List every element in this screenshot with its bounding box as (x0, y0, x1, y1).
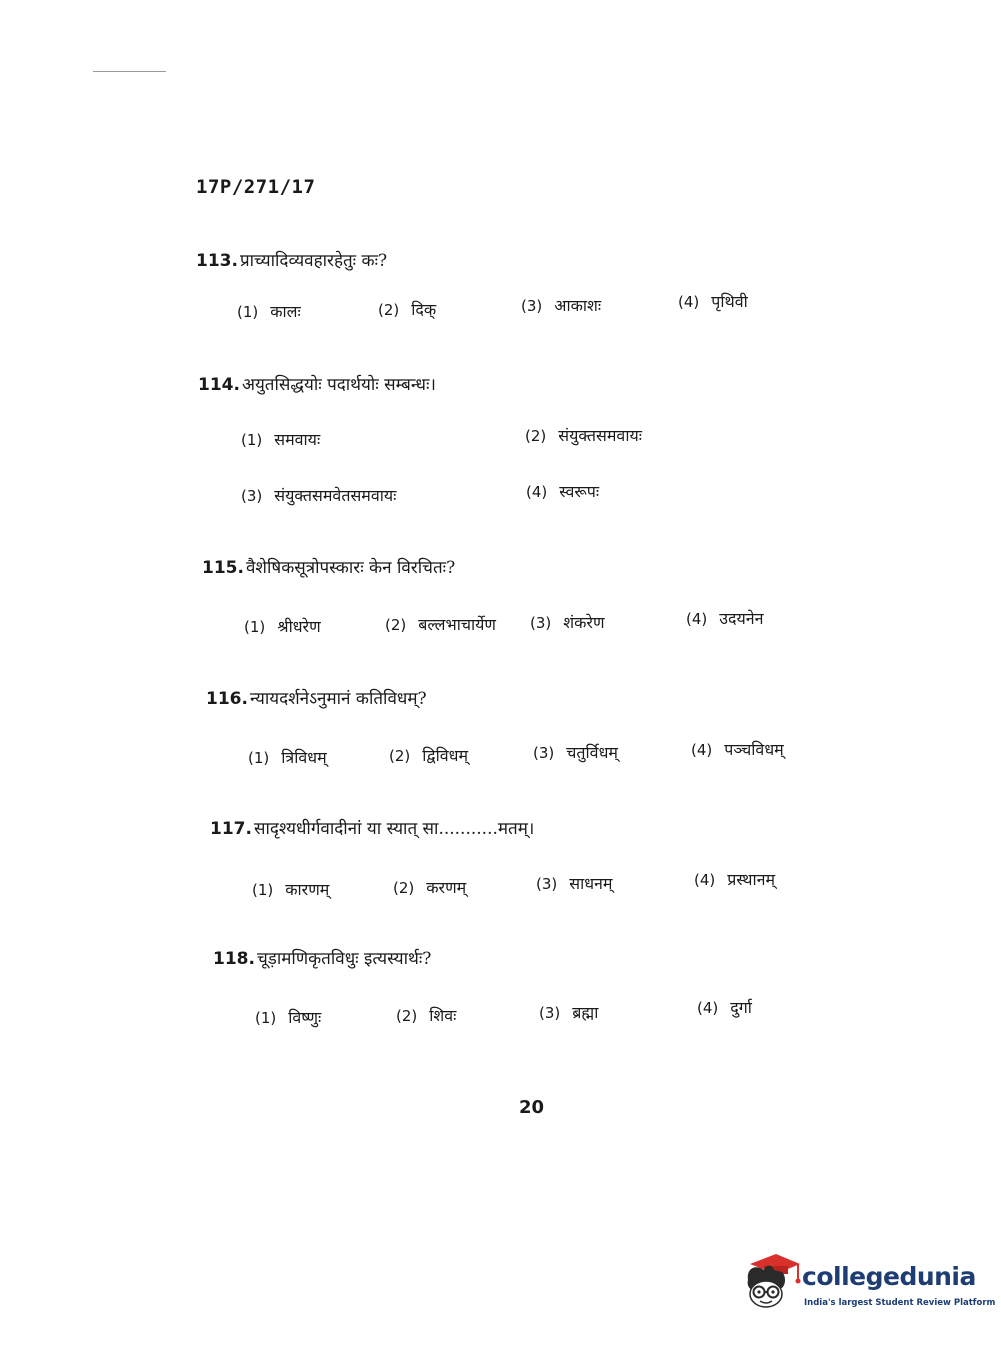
option-number: (2) (378, 301, 400, 319)
option-2 (389, 744, 468, 766)
option-3 (539, 1001, 598, 1023)
option-number: (1) (237, 303, 259, 321)
option-text: दुर्गा (730, 998, 752, 1017)
option-text: पृथिवी (711, 292, 748, 311)
option-number: (2) (393, 879, 415, 897)
option-4 (678, 290, 748, 312)
question-113 (196, 248, 896, 368)
question-116 (206, 686, 906, 806)
question-stem: प्राच्यादिव्यवहारहेतुः कः? (239, 251, 388, 271)
question-stem: अयुतसिद्धयोः पदार्थयोः सम्बन्धः। (241, 375, 436, 395)
question-number: 114. (198, 375, 240, 395)
question-number: 113. (196, 251, 238, 271)
option-number: (2) (396, 1007, 418, 1025)
question-number: 118. (213, 949, 255, 969)
question-117 (210, 816, 910, 936)
option-text: श्रीधरेण (277, 617, 321, 636)
question-text (198, 372, 436, 395)
option-2 (385, 613, 496, 635)
option-text: करणम् (426, 878, 467, 897)
option-number: (2) (389, 747, 411, 765)
option-text: स्वरूपः (559, 482, 600, 501)
option-text: शंकरेण (563, 613, 605, 632)
option-number: (3) (539, 1004, 561, 1022)
option-4 (691, 738, 784, 760)
option-4 (697, 996, 752, 1018)
question-114 (198, 372, 898, 505)
question-text (206, 686, 427, 709)
option-text: साधनम् (569, 874, 613, 893)
option-number: (3) (521, 297, 543, 315)
option-text: उदयनेन (719, 609, 764, 628)
question-number: 117. (210, 819, 252, 839)
logo-brand-name: collegedunia (802, 1262, 976, 1291)
option-4 (686, 607, 764, 629)
option-text: त्रिविधम् (281, 748, 327, 767)
option-number: (4) (691, 741, 713, 759)
question-text (210, 816, 534, 839)
option-3 (533, 741, 618, 763)
option-1 (241, 428, 320, 450)
option-number: (3) (536, 875, 558, 893)
option-4 (526, 480, 599, 502)
option-1 (255, 1006, 321, 1028)
option-number: (4) (686, 610, 708, 628)
option-text: संयुक्तसमवायः (558, 426, 642, 445)
option-number: (2) (385, 616, 407, 634)
option-text: द्विविधम् (422, 746, 469, 765)
option-number: (4) (678, 293, 700, 311)
option-2 (393, 876, 466, 898)
option-number: (1) (255, 1009, 277, 1027)
top-rule (93, 71, 166, 72)
option-number: (3) (530, 614, 552, 632)
option-text: चतुर्विधम् (566, 743, 618, 762)
option-text: समवायः (274, 430, 321, 449)
option-text: पञ्चविधम् (724, 740, 784, 759)
collegedunia-logo (742, 1250, 996, 1320)
option-number: (1) (252, 881, 274, 899)
option-number: (2) (525, 427, 547, 445)
question-stem: वैशेषिकसूत्रोपस्कारः केन विरचितः? (245, 558, 456, 578)
option-number: (1) (241, 431, 263, 449)
option-3 (536, 872, 613, 894)
option-number: (4) (697, 999, 719, 1017)
option-2 (525, 424, 642, 446)
question-number: 115. (202, 558, 244, 578)
option-1 (248, 746, 327, 768)
question-text (196, 248, 387, 271)
option-number: (4) (526, 483, 548, 501)
question-stem: सादृश्यधीर्गवादीनां या स्यात् सा...........मतम्। (253, 819, 535, 839)
option-text: कारणम् (285, 880, 330, 899)
question-text (213, 946, 431, 969)
option-text: बल्लभाचार्येण (418, 615, 496, 634)
logo-tagline: India's largest Student Review Platform (804, 1298, 996, 1308)
question-stem: न्यायदर्शनेऽनुमानं कतिविधम्? (249, 689, 427, 709)
question-text (202, 555, 455, 578)
mascot-icon (742, 1250, 802, 1312)
option-3 (521, 294, 601, 316)
option-4 (694, 868, 775, 890)
option-1 (244, 615, 321, 637)
question-stem: चूड़ामणिकृतविधुः इत्यस्यार्थः? (256, 949, 432, 969)
option-1 (252, 878, 329, 900)
option-text: आकाशः (554, 296, 602, 315)
option-text: संयुक्तसमवेतसमवायः (274, 486, 397, 505)
option-number: (3) (533, 744, 555, 762)
option-text: दिक् (411, 300, 437, 319)
option-number: (3) (241, 487, 263, 505)
option-2 (378, 298, 436, 320)
option-1 (237, 300, 301, 322)
page-number: 20 (519, 1097, 545, 1118)
option-text: ब्रह्मा (572, 1003, 599, 1022)
paper-code: 17P/271/17 (196, 176, 316, 198)
option-3 (241, 484, 396, 506)
option-number: (4) (694, 871, 716, 889)
option-3 (530, 611, 605, 633)
question-115 (202, 555, 902, 675)
option-number: (1) (244, 618, 266, 636)
option-text: कालः (270, 302, 301, 321)
option-text: विष्णुः (288, 1008, 322, 1027)
option-2 (396, 1004, 456, 1026)
question-number: 116. (206, 689, 248, 709)
option-text: प्रस्थानम् (727, 870, 776, 889)
option-text: शिवः (429, 1006, 457, 1025)
question-118 (213, 946, 913, 1066)
option-number: (1) (248, 749, 270, 767)
